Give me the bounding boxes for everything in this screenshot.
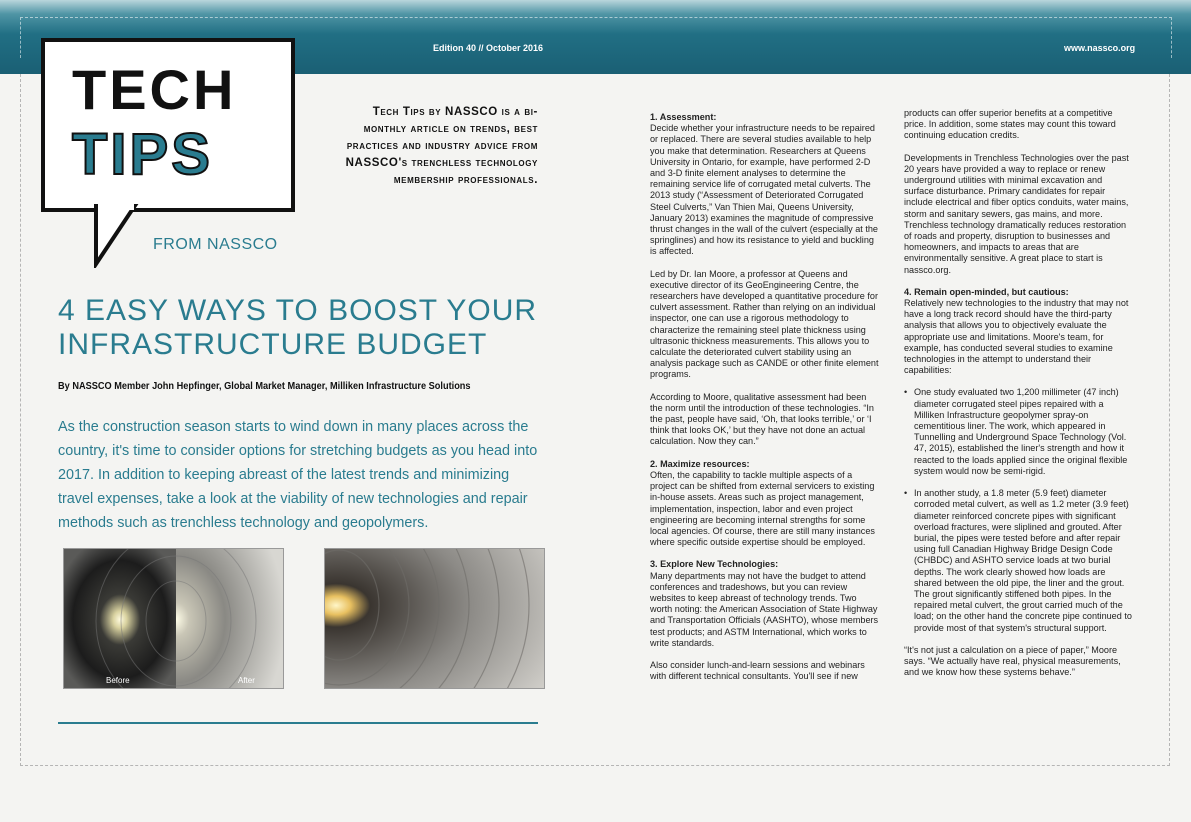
before-caption: Before (106, 676, 130, 685)
speech-bubble-tail-icon (92, 204, 142, 268)
logo-tech-text: TECH (72, 58, 237, 121)
section-heading-explore: 3. Explore New Technologies: (650, 559, 779, 570)
section-heading-open-minded: 4. Remain open-minded, but cautious: (904, 286, 1069, 297)
edition-label: Edition 40 // October 2016 (433, 43, 544, 53)
paragraph: Many departments may not have the budget to attend conferences and tradeshows, but you can review websites to keep abreast of technology trends. Two worth noting: the American Association of State Highway and Transportation Officials (AASHTO), whose members test products; and ASTM International, which works to write standards. (650, 570, 879, 648)
paragraph: products can offer superior benefits at a competitive price. In addition, some states may count this toward continuing education credits. (904, 108, 1116, 141)
paragraph: Decide whether your infrastructure needs to be repaired or replaced. There are several studies available to help you make that determination. Researchers at Queens University in Ontario, for example, have performed 2-D and 3-D finite element analyses to determine the remaining service life of corrugated metal culverts. The 2013 study (“Assessment of Deteriorated Corrugated Steel Culverts,” Van Thien Mai, Queens University, January 2013) examines the magnitude of compressive thrust changes in the wall of the culvert (especially at the springlines) and how its resistance to yield and buckling is affected. (650, 123, 878, 257)
paragraph: According to Moore, qualitative assessment had been the norm until the introduction of these technologies. “In the past, people have said, ‘Oh, that looks terrible,’ or ‘I think that looks OK,’ but they have not done an actual calculation. Now they can.” (650, 391, 874, 447)
website-link[interactable]: www.nassco.org (1064, 43, 1136, 53)
section-heading-assessment: 1. Assessment: (650, 112, 717, 122)
culvert-before-after-image (64, 549, 284, 689)
paragraph: Developments in Trenchless Technologies over the past 20 years have provided a way to replace or renew underground utilities with minimal excavation and surface disturbance. Primary candidates for repair include electrical and fiber optics conduits, water mains, storm and sanitary sewers, gas mains, and more. Trenchless technology dramatically reduces restoration of roads and property, disruption to businesses and homeowners, and impacts to areas that are environmentally sensitive. A great place to start is nassco.org. (904, 152, 1129, 275)
logo-tips-text: TIPS (72, 122, 213, 187)
paragraph: Often, the capability to tackle multiple aspects of a project can be shifted from external servicers to existing in-house assets. Areas such as project management, implementation, inspection, labor and even project engineering are becoming internal strengths for some local agencies. Of course, there are still many instances where specific outside expertise should be employed. (650, 469, 875, 548)
pull-quote-paragraph: “It's not just a calculation on a piece of paper,” Moore says. “We actually have real, physical measurements, and we know how these systems behave.” (904, 644, 1121, 678)
intro-blurb: Tech Tips by NASSCO is a bi-monthly article on trends, best practices and industry advice from NASSCO's trenchless technology membership professionals. (345, 106, 538, 186)
section-divider (58, 722, 538, 724)
paragraph: Led by Dr. Ian Moore, a professor at Queens and executive director of its GeoEngineering Centre, the researchers have developed a quantitative procedure for culvert assessment. Rather than relying on an individual inspector, one can use a rigorous methodology to characterize the remaining steel plate thickness using ultrasonic thickness measurements. This allows you to calculate the deteriorated culvert stability using an analysis package such as CANDE or other finite element programs. (650, 268, 879, 380)
list-item: • In another study, a 1.8 meter (5.9 feet) diameter corroded metal culvert, as well as 1.2 meter (3.9 feet) diameter reinforced concrete pipes with significant overload fractures, were sliplined and grouted. After burial, the pipes were tested before and after repair using full Canadian Highway Bridge Design Code (CHBDC) and ASHTO service loads at two burial depths. The work clearly showed how loads are shared between the old pipe, the liner and the grout. The grout significantly stiffened both pipes. In the repaired metal culvert, the grout carried much of the load; on the other hand the concrete pipe continued to provide most of that system's structural support. (904, 488, 1132, 634)
corrugated-culvert-photo (324, 548, 545, 689)
after-caption: After (238, 676, 255, 685)
corrugated-culvert-image (325, 549, 545, 689)
article-byline: By NASSCO Member John Hepfinger, Global Market Manager, Milliken Infrastructure Solutions (58, 381, 471, 392)
paragraph: Relatively new technologies to the industry that may not have a long track record should have the third-party analysis that allows you to objectively evaluate the appropriate use and limitations. Moore's team, for example, has conducted several studies to examine technologies in the attempt to understand their capabilities: (904, 298, 1129, 376)
paragraph: Also consider lunch-and-learn sessions and webinars with different technical consultants. You'll see if new (650, 659, 865, 682)
article-column-1 (650, 112, 880, 693)
logo-from-nassco: FROM NASSCO (153, 236, 278, 253)
culvert-before-after-photo (63, 548, 284, 689)
section-heading-maximize: 2. Maximize resources: (650, 458, 750, 469)
list-item: • One study evaluated two 1,200 millimeter (47 inch) diameter corrugated steel pipes repaired with a Milliken Infrastructure geopolymer spray-on cementitious liner. The work, which appeared in Tunnelling and Underground Space Technology (Vol. 47, 2015), established the liner's strength and how it reacted to the loads applied since the original flexible system would now be semi-rigid. (904, 387, 1132, 477)
article-headline: 4 EASY WAYS TO BOOST YOUR INFRASTRUCTURE BUDGET (58, 294, 538, 361)
article-lede: As the construction season starts to wind down in many places across the country, it's time to consider options for stretching budgets as you head into 2017. In addition to keeping abreast of the latest trends and minimizing travel expenses, take a look at the viability of new technologies and repair methods such as trenchless technology and geopolymers. (58, 419, 538, 531)
article-column-2 (904, 108, 1132, 689)
